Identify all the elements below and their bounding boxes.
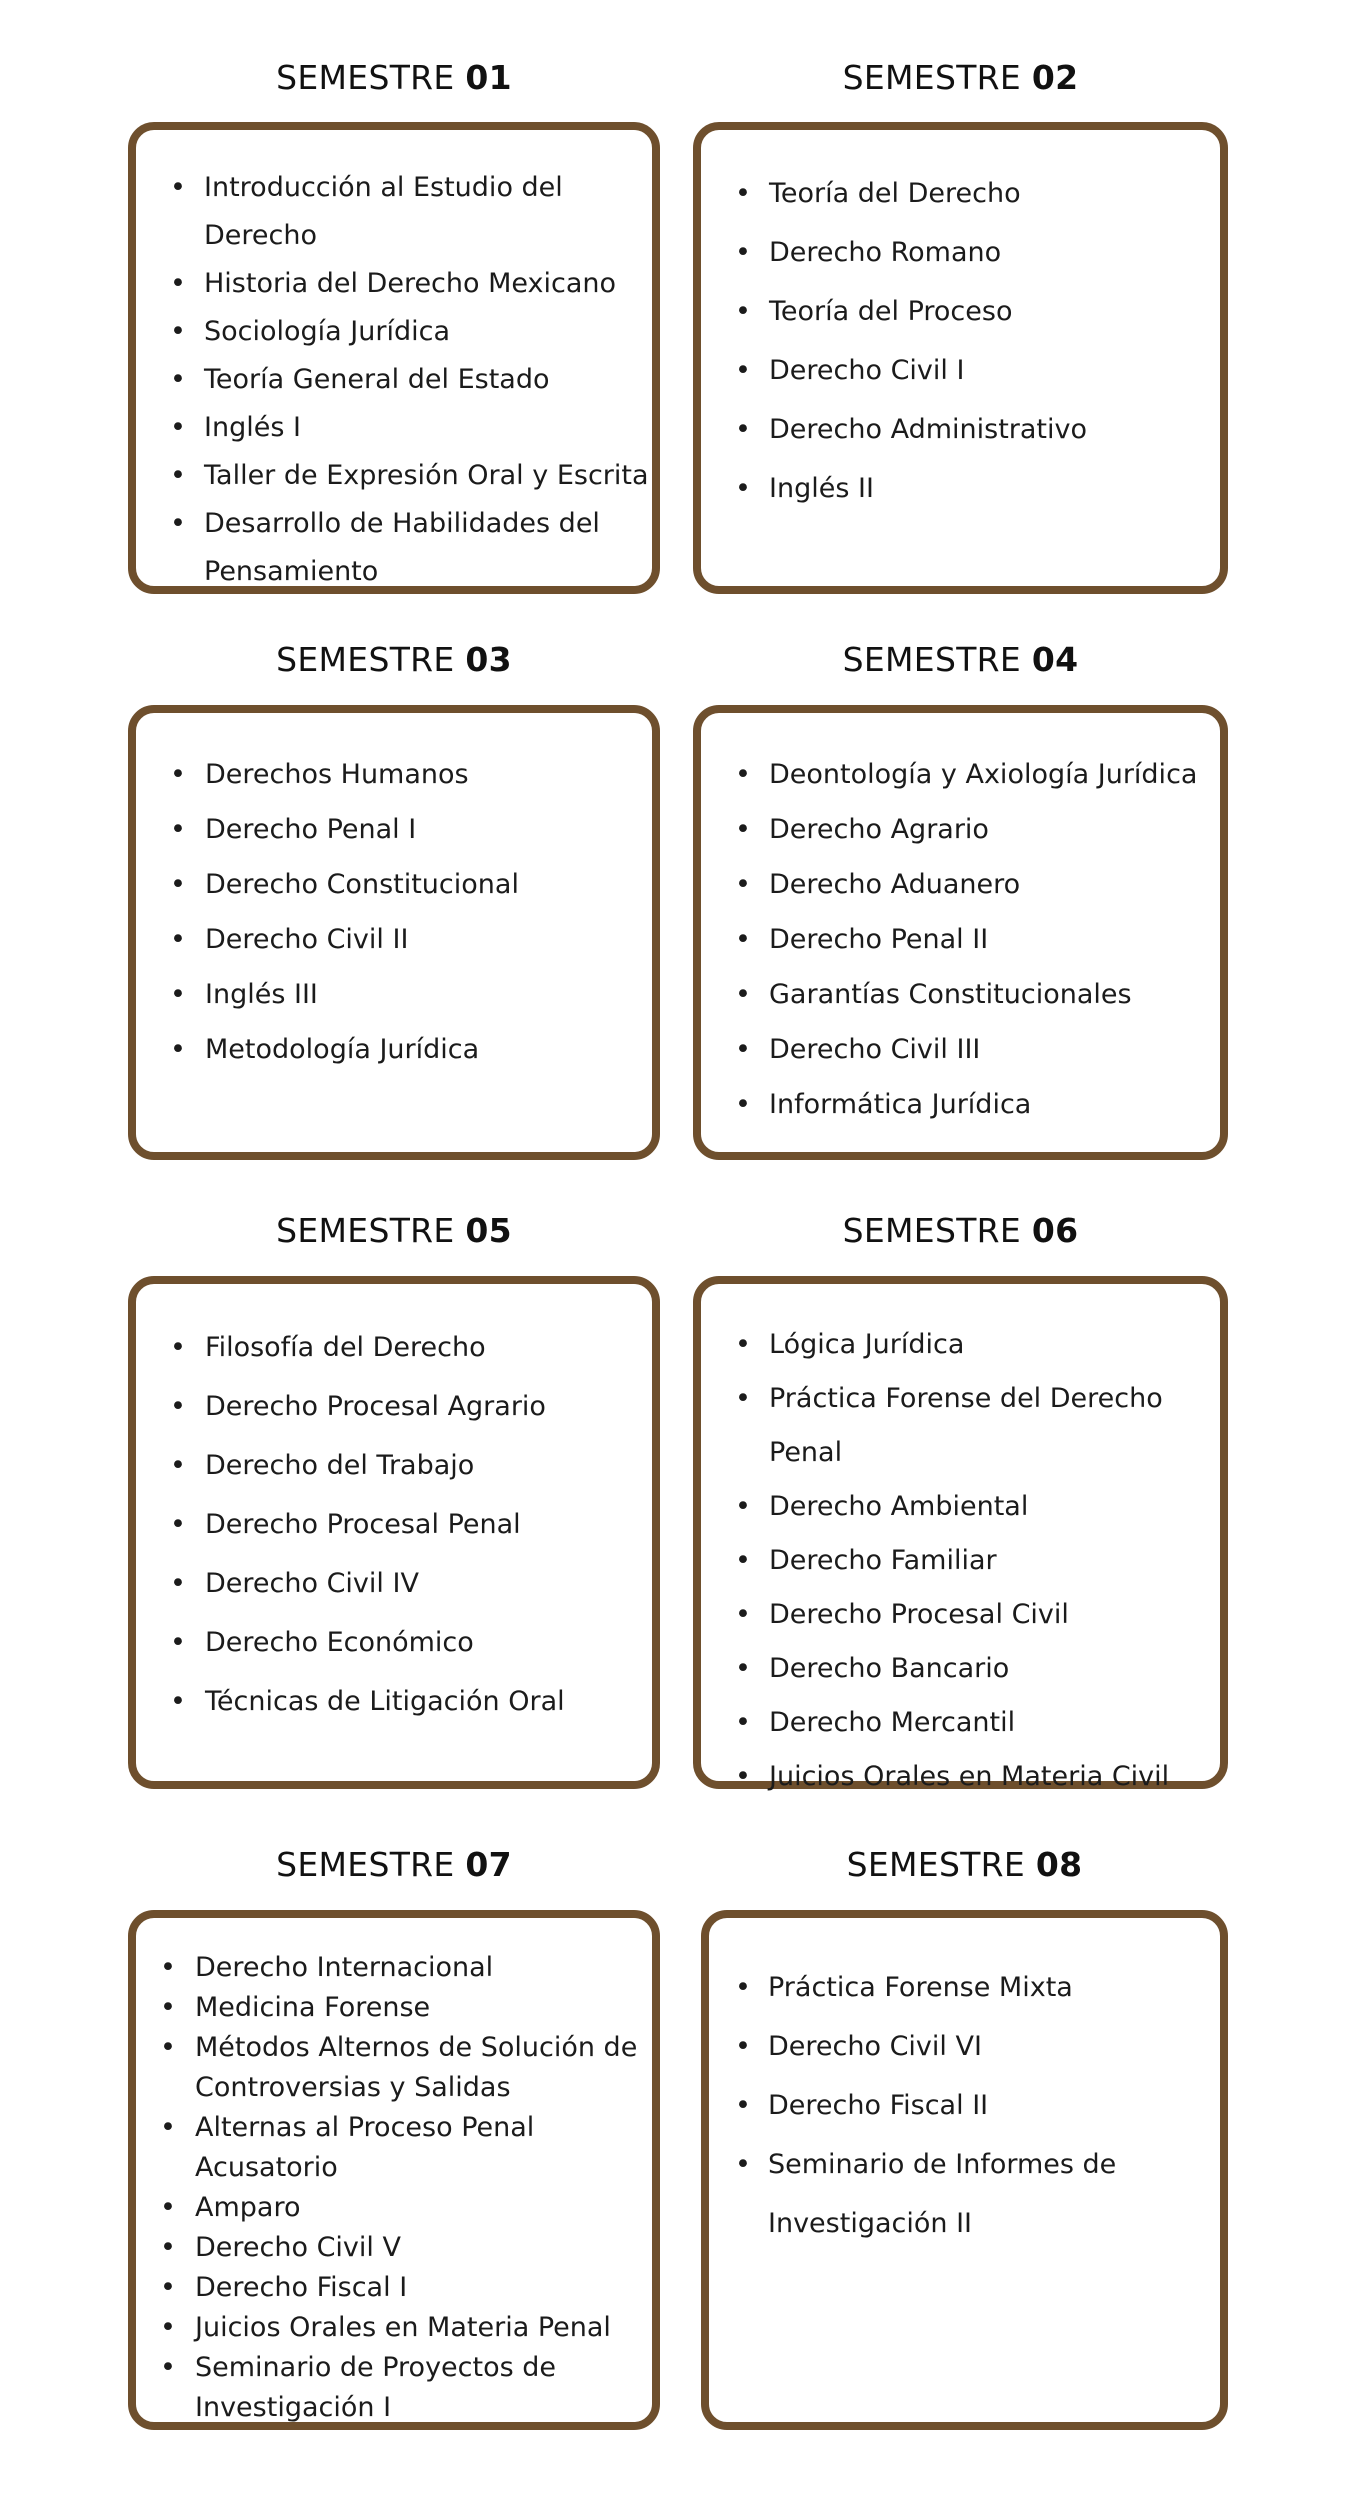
- subject-text: Seminario de Informes de: [768, 2149, 1117, 2180]
- bullet-icon: •: [170, 1627, 186, 1658]
- subject-text: Investigación II: [768, 2208, 972, 2239]
- subject-text: Derecho Civil VI: [768, 2031, 982, 2062]
- bullet-icon: •: [735, 1972, 751, 2003]
- bullet-icon: •: [160, 2352, 176, 2383]
- subject-item: [701, 1534, 1220, 1588]
- subject-list: [136, 713, 652, 1077]
- subject-item: [701, 802, 1220, 857]
- subject-text: Derecho Civil V: [195, 2232, 401, 2263]
- subject-item: [701, 459, 1220, 518]
- bullet-icon: •: [735, 1599, 751, 1630]
- subject-item: [136, 1377, 652, 1436]
- subject-text: Derecho Mercantil: [769, 1707, 1016, 1738]
- bullet-icon: •: [735, 1329, 751, 1360]
- subjects-card: [701, 1910, 1228, 2430]
- subject-item: [136, 2108, 652, 2188]
- subject-text: Taller de Expresión Oral y Escrita: [204, 460, 649, 491]
- subject-text: Derecho Aduanero: [769, 869, 1021, 900]
- semester-number: 02: [1031, 58, 1079, 97]
- subject-item: [701, 967, 1220, 1022]
- subject-text: Historia del Derecho Mexicano: [204, 268, 617, 299]
- subjects-card: [128, 122, 660, 594]
- subject-text: Juicios Orales en Materia Penal: [195, 2312, 611, 2343]
- subject-item: [136, 1022, 652, 1077]
- subject-text: Práctica Forense del Derecho: [769, 1383, 1163, 1414]
- bullet-icon: •: [170, 1509, 186, 1540]
- subject-text: Introducción al Estudio del: [204, 172, 563, 203]
- bullet-icon: •: [735, 1383, 751, 1414]
- subject-text: Métodos Alternos de Solución de: [195, 2032, 638, 2063]
- semester-title: [693, 1211, 1228, 1250]
- semester-title: [693, 640, 1228, 679]
- semester-number: 08: [1035, 1845, 1083, 1884]
- subject-text: Garantías Constitucionales: [769, 979, 1132, 1010]
- subject-text: Juicios Orales en Materia Civil: [769, 1761, 1170, 1792]
- semester-number: 05: [465, 1211, 512, 1250]
- bullet-icon: •: [735, 1034, 751, 1065]
- subject-text: Alternas al Proceso Penal: [195, 2112, 535, 2143]
- bullet-icon: •: [170, 814, 186, 845]
- subject-item: [701, 164, 1220, 223]
- bullet-icon: •: [170, 1568, 186, 1599]
- bullet-icon: •: [170, 869, 186, 900]
- bullet-icon: •: [170, 1391, 186, 1422]
- subject-text: Derecho Penal I: [205, 814, 417, 845]
- bullet-icon: •: [170, 316, 186, 347]
- subject-text: Filosofía del Derecho: [205, 1332, 486, 1363]
- bullet-icon: •: [160, 2272, 176, 2303]
- subject-text: Pensamiento: [204, 556, 379, 587]
- bullet-icon: •: [160, 2312, 176, 2343]
- semester-title-prefix: SEMESTRE: [276, 1211, 455, 1250]
- subject-item: [136, 2228, 652, 2268]
- subject-text: Derecho Económico: [205, 1627, 474, 1658]
- subjects-card: [693, 122, 1228, 594]
- subject-item: [701, 1696, 1220, 1750]
- subject-item: [701, 1588, 1220, 1642]
- semester-number: 06: [1031, 1211, 1079, 1250]
- bullet-icon: •: [735, 1545, 751, 1576]
- subject-text: Técnicas de Litigación Oral: [205, 1686, 565, 1717]
- bullet-icon: •: [170, 412, 186, 443]
- subject-item: [701, 1318, 1220, 1372]
- bullet-icon: •: [170, 924, 186, 955]
- semester-title-prefix: SEMESTRE: [276, 640, 455, 679]
- subject-text: Inglés III: [205, 979, 318, 1010]
- subject-item: [136, 356, 652, 404]
- bullet-icon: •: [735, 1491, 751, 1522]
- subject-item: [709, 2076, 1220, 2135]
- subjects-card: [693, 1276, 1228, 1792]
- bullet-icon: •: [170, 979, 186, 1010]
- subject-item: [136, 404, 652, 452]
- bullet-icon: •: [160, 1992, 176, 2023]
- subject-item: [136, 912, 652, 967]
- bullet-icon: •: [735, 869, 751, 900]
- subject-item: [136, 260, 652, 308]
- subjects-card: [128, 1276, 660, 1789]
- subject-text: Derecho: [204, 220, 317, 251]
- subject-text: Metodología Jurídica: [205, 1034, 480, 1065]
- subject-list: [701, 1284, 1220, 1804]
- semester-title-prefix: SEMESTRE: [842, 58, 1022, 97]
- subject-item: [136, 308, 652, 356]
- bullet-icon: •: [735, 1089, 751, 1120]
- semester-title: [128, 640, 660, 679]
- subject-list: [136, 1284, 652, 1731]
- subject-text: Derecho Ambiental: [769, 1491, 1029, 1522]
- subject-text: Teoría del Derecho: [769, 178, 1021, 209]
- bullet-icon: •: [735, 2149, 751, 2180]
- subject-text: Derecho Civil III: [769, 1034, 981, 1065]
- subject-item: [136, 967, 652, 1022]
- subject-item: [136, 164, 652, 260]
- subject-item: [709, 2017, 1220, 2076]
- semester-title-prefix: SEMESTRE: [842, 1211, 1022, 1250]
- subject-text: Medicina Forense: [195, 1992, 431, 2023]
- semester-number: 01: [465, 58, 512, 97]
- subject-list: [701, 130, 1220, 518]
- bullet-icon: •: [735, 924, 751, 955]
- subject-text: Derecho Bancario: [769, 1653, 1010, 1684]
- subject-text: Lógica Jurídica: [769, 1329, 965, 1360]
- semester-title: [701, 1845, 1228, 1884]
- subject-item: [701, 912, 1220, 967]
- subject-text: Desarrollo de Habilidades del: [204, 508, 600, 539]
- subject-text: Investigación I: [195, 2392, 392, 2423]
- bullet-icon: •: [170, 508, 186, 539]
- subject-item: [136, 2348, 652, 2428]
- subject-text: Derechos Humanos: [205, 759, 469, 790]
- subject-text: Amparo: [195, 2192, 301, 2223]
- semester-title-prefix: SEMESTRE: [276, 58, 455, 97]
- bullet-icon: •: [735, 1653, 751, 1684]
- subject-item: [701, 1642, 1220, 1696]
- bullet-icon: •: [170, 1450, 186, 1481]
- subject-item: [701, 400, 1220, 459]
- subject-text: Derecho Internacional: [195, 1952, 494, 1983]
- subject-item: [136, 1988, 652, 2028]
- subjects-card: [693, 705, 1228, 1160]
- subject-text: Controversias y Salidas: [195, 2072, 511, 2103]
- semester-title: [693, 58, 1228, 97]
- subject-list: [136, 130, 652, 596]
- semester-number: 03: [465, 640, 512, 679]
- subject-item: [701, 282, 1220, 341]
- subject-text: Informática Jurídica: [769, 1089, 1032, 1120]
- semester-title-prefix: SEMESTRE: [276, 1845, 455, 1884]
- subject-text: Derecho Procesal Penal: [205, 1509, 521, 1540]
- subject-item: [701, 223, 1220, 282]
- bullet-icon: •: [170, 364, 186, 395]
- subject-text: Derecho Penal II: [769, 924, 989, 955]
- bullet-icon: •: [735, 1761, 751, 1792]
- subject-text: Derecho Romano: [769, 237, 1002, 268]
- subject-item: [136, 1436, 652, 1495]
- bullet-icon: •: [160, 2032, 176, 2063]
- subject-item: [136, 2188, 652, 2228]
- semester-title: [128, 58, 660, 97]
- subject-text: Derecho Administrativo: [769, 414, 1088, 445]
- subject-item: [136, 1554, 652, 1613]
- subject-item: [136, 857, 652, 912]
- subject-item: [701, 747, 1220, 802]
- bullet-icon: •: [735, 2090, 751, 2121]
- subject-item: [701, 1077, 1220, 1132]
- subject-text: Derecho Procesal Agrario: [205, 1391, 546, 1422]
- bullet-icon: •: [735, 355, 751, 386]
- subject-item: [136, 1672, 652, 1731]
- bullet-icon: •: [160, 2112, 176, 2143]
- subject-text: Derecho Familiar: [769, 1545, 997, 1576]
- subject-text: Derecho Fiscal I: [195, 2272, 408, 2303]
- bullet-icon: •: [735, 2031, 751, 2062]
- subject-list: [136, 1918, 652, 2428]
- subject-item: [136, 1613, 652, 1672]
- bullet-icon: •: [170, 1332, 186, 1363]
- subject-item: [136, 747, 652, 802]
- subject-item: [701, 1480, 1220, 1534]
- subject-item: [701, 1750, 1220, 1804]
- subject-item: [136, 500, 652, 596]
- subjects-card: [128, 1910, 660, 2430]
- subject-item: [136, 802, 652, 857]
- bullet-icon: •: [735, 237, 751, 268]
- bullet-icon: •: [735, 473, 751, 504]
- bullet-icon: •: [735, 814, 751, 845]
- bullet-icon: •: [160, 2232, 176, 2263]
- bullet-icon: •: [160, 1952, 176, 1983]
- bullet-icon: •: [735, 979, 751, 1010]
- semester-number: 07: [465, 1845, 512, 1884]
- subject-text: Seminario de Proyectos de: [195, 2352, 557, 2383]
- subject-text: Derecho Civil IV: [205, 1568, 419, 1599]
- semester-title-prefix: SEMESTRE: [842, 640, 1022, 679]
- subject-text: Teoría General del Estado: [204, 364, 550, 395]
- subject-text: Derecho Fiscal II: [768, 2090, 989, 2121]
- bullet-icon: •: [170, 460, 186, 491]
- bullet-icon: •: [170, 1034, 186, 1065]
- subject-text: Práctica Forense Mixta: [768, 1972, 1073, 2003]
- semester-title: [128, 1845, 660, 1884]
- bullet-icon: •: [735, 296, 751, 327]
- subject-item: [136, 1948, 652, 1988]
- subject-list: [709, 1918, 1220, 2253]
- bullet-icon: •: [735, 759, 751, 790]
- subject-item: [136, 1318, 652, 1377]
- subject-text: Derecho Civil I: [769, 355, 965, 386]
- subject-item: [136, 2308, 652, 2348]
- subject-item: [709, 2135, 1220, 2253]
- subject-list: [701, 713, 1220, 1132]
- subject-item: [701, 1022, 1220, 1077]
- subject-text: Penal: [769, 1437, 843, 1468]
- subject-item: [709, 1958, 1220, 2017]
- subject-text: Deontología y Axiología Jurídica: [769, 759, 1198, 790]
- subject-item: [136, 2028, 652, 2108]
- semester-title-prefix: SEMESTRE: [846, 1845, 1026, 1884]
- subject-text: Teoría del Proceso: [769, 296, 1013, 327]
- bullet-icon: •: [735, 178, 751, 209]
- bullet-icon: •: [170, 759, 186, 790]
- bullet-icon: •: [735, 414, 751, 445]
- subject-item: [136, 1495, 652, 1554]
- subject-text: Sociología Jurídica: [204, 316, 451, 347]
- subjects-card: [128, 705, 660, 1160]
- subject-text: Derecho Agrario: [769, 814, 989, 845]
- subject-text: Derecho Civil II: [205, 924, 409, 955]
- subject-item: [136, 2268, 652, 2308]
- bullet-icon: •: [170, 1686, 186, 1717]
- semester-title: [128, 1211, 660, 1250]
- bullet-icon: •: [170, 268, 186, 299]
- subject-text: Derecho del Trabajo: [205, 1450, 475, 1481]
- bullet-icon: •: [160, 2192, 176, 2223]
- subject-text: Derecho Procesal Civil: [769, 1599, 1069, 1630]
- subject-item: [701, 341, 1220, 400]
- semester-number: 04: [1031, 640, 1079, 679]
- subject-text: Inglés I: [204, 412, 301, 443]
- subject-item: [136, 452, 652, 500]
- subject-item: [701, 857, 1220, 912]
- subject-text: Acusatorio: [195, 2152, 338, 2183]
- bullet-icon: •: [170, 172, 186, 203]
- subject-text: Inglés II: [769, 473, 874, 504]
- subject-text: Derecho Constitucional: [205, 869, 519, 900]
- bullet-icon: •: [735, 1707, 751, 1738]
- subject-item: [701, 1372, 1220, 1480]
